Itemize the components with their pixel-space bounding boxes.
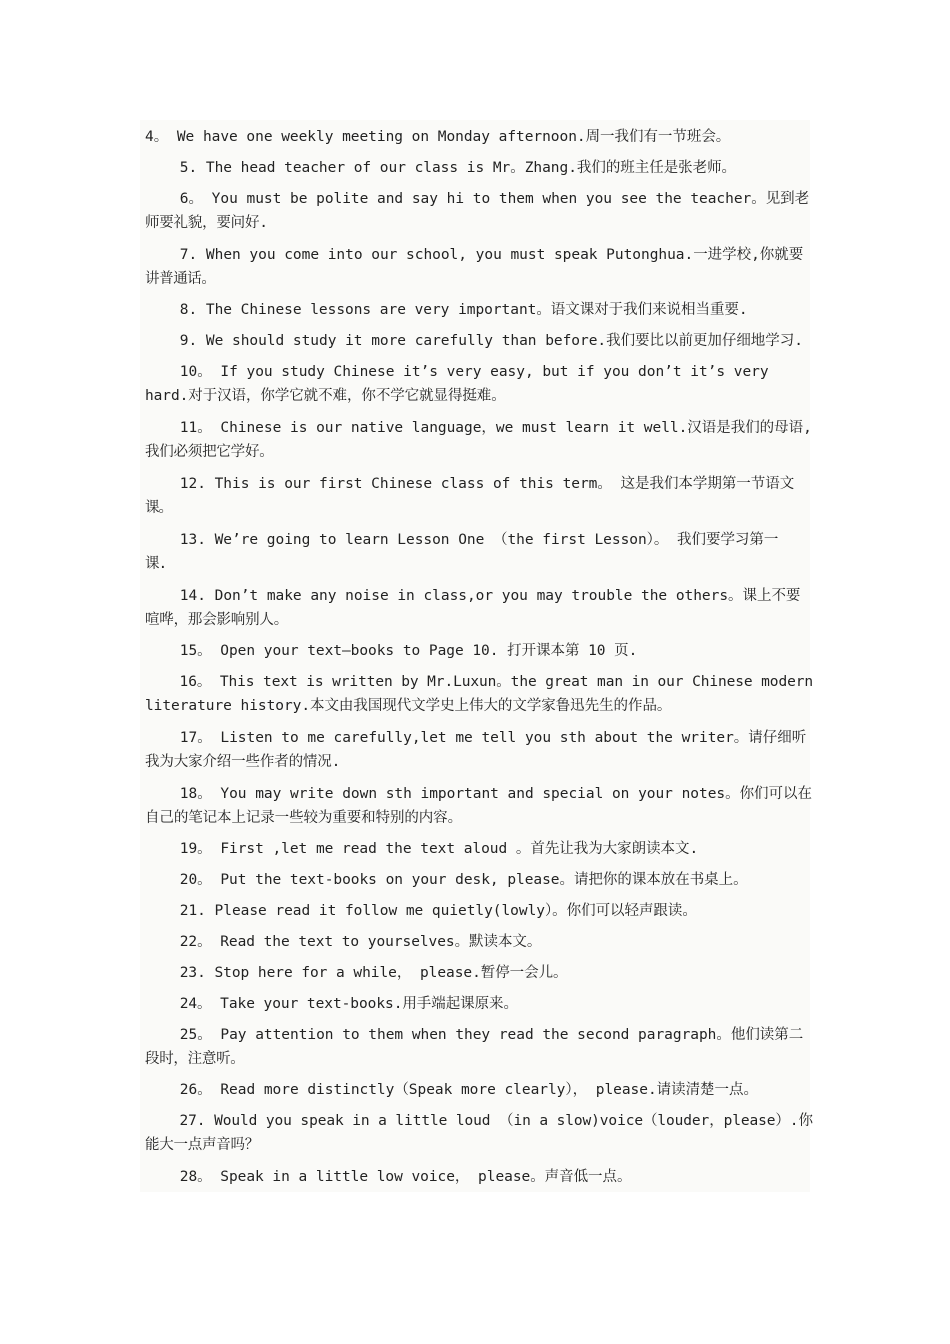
text-line: 8. The Chinese lessons are very important。语文课对于我们来说相当重要. bbox=[145, 302, 748, 318]
text-line: 讲普通话。 bbox=[145, 271, 216, 287]
text-line: 21. Please read it follow me quietly(lowly）。你们可以轻声跟读。 bbox=[145, 903, 697, 919]
text-line: 我们必须把它学好。 bbox=[145, 444, 274, 460]
text-line: 17。 Listen to me carefully,let me tell you sth about the writer。请仔细听 bbox=[145, 730, 807, 746]
text-line: 16。 This text is written by Mr.Luxun。the great man in our Chinese modern bbox=[145, 674, 814, 690]
text-line: 22。 Read the text to yourselves。默读本文。 bbox=[145, 934, 542, 950]
text-line: 12. This is our first Chinese class of this term。 这是我们本学期第一节语文 bbox=[145, 476, 795, 492]
text-line: 能大一点声音吗？ bbox=[145, 1137, 259, 1153]
text-line: 6。 You must be polite and say hi to them when you see the teacher。见到老 bbox=[145, 191, 810, 207]
text-line: hard.对于汉语，你学它就不难，你不学它就显得挺难。 bbox=[145, 388, 506, 404]
text-line: 24。 Take your text-books.用手端起课原来。 bbox=[145, 996, 518, 1012]
text-line: 课. bbox=[145, 556, 167, 572]
text-line: 段时，注意听。 bbox=[145, 1051, 245, 1067]
text-line: 7. When you come into our school, you must speak Putonghua.一进学校,你就要 bbox=[145, 247, 804, 263]
text-line: 师要礼貌，要问好. bbox=[145, 215, 268, 231]
text-line: 27. Would you speak in a little loud （in a slow)voice（louder，please）.你 bbox=[145, 1113, 813, 1129]
text-line: 喧哗，那会影响别人。 bbox=[145, 612, 288, 628]
text-line: 4。 We have one weekly meeting on Monday afternoon.周一我们有一节班会。 bbox=[145, 129, 731, 145]
text-line: 11。 Chinese is our native language，we must learn it well.汉语是我们的母语, bbox=[145, 420, 812, 436]
text-line: 25。 Pay attention to them when they read the second paragraph。他们读第二 bbox=[145, 1027, 804, 1043]
text-line: 我为大家介绍一些作者的情况. bbox=[145, 754, 341, 770]
text-line: 26。 Read more distinctly（Speak more clearly）， please.请读清楚一点。 bbox=[145, 1082, 758, 1098]
text-line: 课。 bbox=[145, 500, 172, 516]
text-line: 19。 First ,let me read the text aloud 。首先让我为大家朗读本文. bbox=[145, 841, 699, 857]
text-line: 18。 You may write down sth important and special on your notes。你们可以在 bbox=[145, 786, 812, 802]
text-line: 14. Don’t make any noise in class,or you may trouble the others。课上不要 bbox=[145, 588, 801, 604]
text-line: 28。 Speak in a little low voice， please。声音低一点。 bbox=[145, 1169, 632, 1185]
text-line: 10。 If you study Chinese it’s very easy, but if you don’t it’s very bbox=[145, 364, 769, 380]
text-line: 15。 Open your text—books to Page 10. 打开课本第 10 页. bbox=[145, 643, 638, 659]
text-line: 自己的笔记本上记录一些较为重要和特别的内容。 bbox=[145, 810, 462, 826]
text-line: 20。 Put the text-books on your desk, please。请把你的课本放在书桌上。 bbox=[145, 872, 748, 888]
text-line: literature history.本文由我国现代文学史上伟大的文学家鲁迅先生的作品。 bbox=[145, 698, 672, 714]
text-line: 9. We should study it more carefully than before.我们要比以前更加仔细地学习. bbox=[145, 333, 803, 349]
text-line: 13. We’re going to learn Lesson One （the first Lesson）。 我们要学习第一 bbox=[145, 532, 779, 548]
text-line: 23. Stop here for a while， please.暂停一会儿。 bbox=[145, 965, 568, 981]
text-line: 5. The head teacher of our class is Mr。Zhang.我们的班主任是张老师。 bbox=[145, 160, 737, 176]
